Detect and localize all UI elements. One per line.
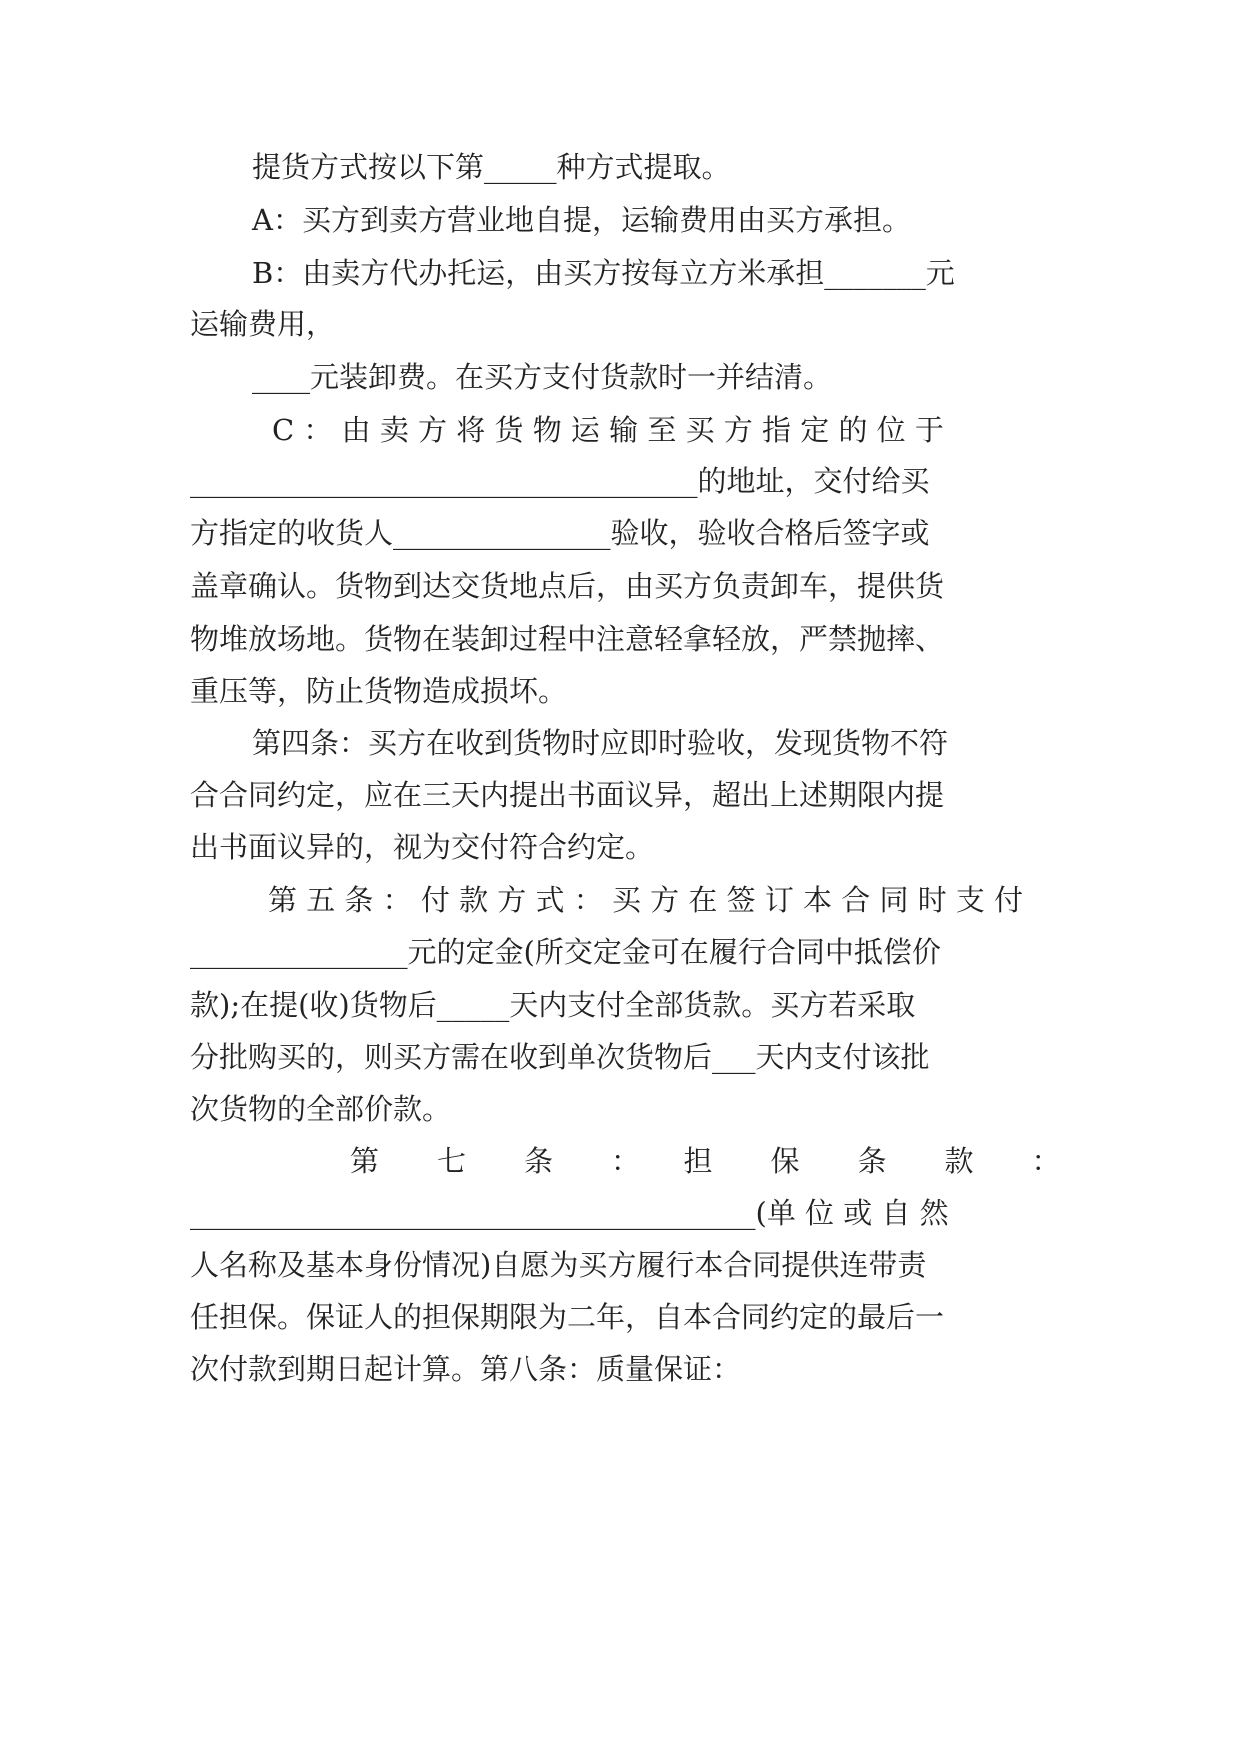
text-line: 提货方式按以下第_____种方式提取。 — [252, 150, 731, 184]
text-line: 次货物的全部价款。 — [190, 1092, 452, 1126]
text-line: 重压等，防止货物造成损坏。 — [190, 674, 568, 708]
text-line: 合合同约定，应在三天内提出书面议异，超出上述期限内提 — [190, 778, 945, 812]
text-line: ___________________________________的地址，交付给买 — [190, 464, 930, 498]
text-line: A：买方到卖方营业地自提，运输费用由买方承担。 — [252, 203, 911, 237]
text-line: B：由卖方代办托运，由买方按每立方米承担_______元 — [252, 256, 955, 290]
text-line: 次付款到期日起计算。第八条：质量保证： — [190, 1352, 742, 1386]
text-line: 第 七 条 ： 担 保 条 款 ： — [350, 1144, 1061, 1178]
text-line: 人名称及基本身份情况)自愿为买方履行本合同提供连带责 — [190, 1248, 927, 1282]
text-line: C ： 由 卖 方 将 货 物 运 输 至 买 方 指 定 的 位 于 — [272, 413, 944, 447]
text-line: 款);在提(收)货物后_____天内支付全部货款。买方若采取 — [190, 988, 916, 1022]
text-line: _______________元的定金(所交定金可在履行合同中抵偿价 — [190, 935, 941, 969]
text-line: 任担保。保证人的担保期限为二年，自本合同约定的最后一 — [190, 1300, 945, 1334]
text-line: ____元装卸费。在买方支付货款时一并结清。 — [252, 360, 833, 394]
text-line: 第四条：买方在收到货物时应即时验收，发现货物不符 — [252, 726, 949, 760]
text-line: 分批购买的，则买方需在收到单次货物后___天内支付该批 — [190, 1040, 930, 1074]
text-line: _______________________________________(单 位 或 自 然 — [190, 1196, 949, 1230]
text-line: 物堆放场地。货物在装卸过程中注意轻拿轻放，严禁抛摔、 — [190, 622, 945, 656]
text-line: 第 五 条 ： 付 款 方 式 ： 买 方 在 签 订 本 合 同 时 支 付 — [268, 883, 1024, 917]
text-line: 盖章确认。货物到达交货地点后，由买方负责卸车，提供货 — [190, 569, 945, 603]
text-line: 出书面议异的，视为交付符合约定。 — [190, 830, 655, 864]
text-line: 运输费用， — [190, 307, 336, 341]
text-line: 方指定的收货人_______________验收，验收合格后签字或 — [190, 516, 930, 550]
